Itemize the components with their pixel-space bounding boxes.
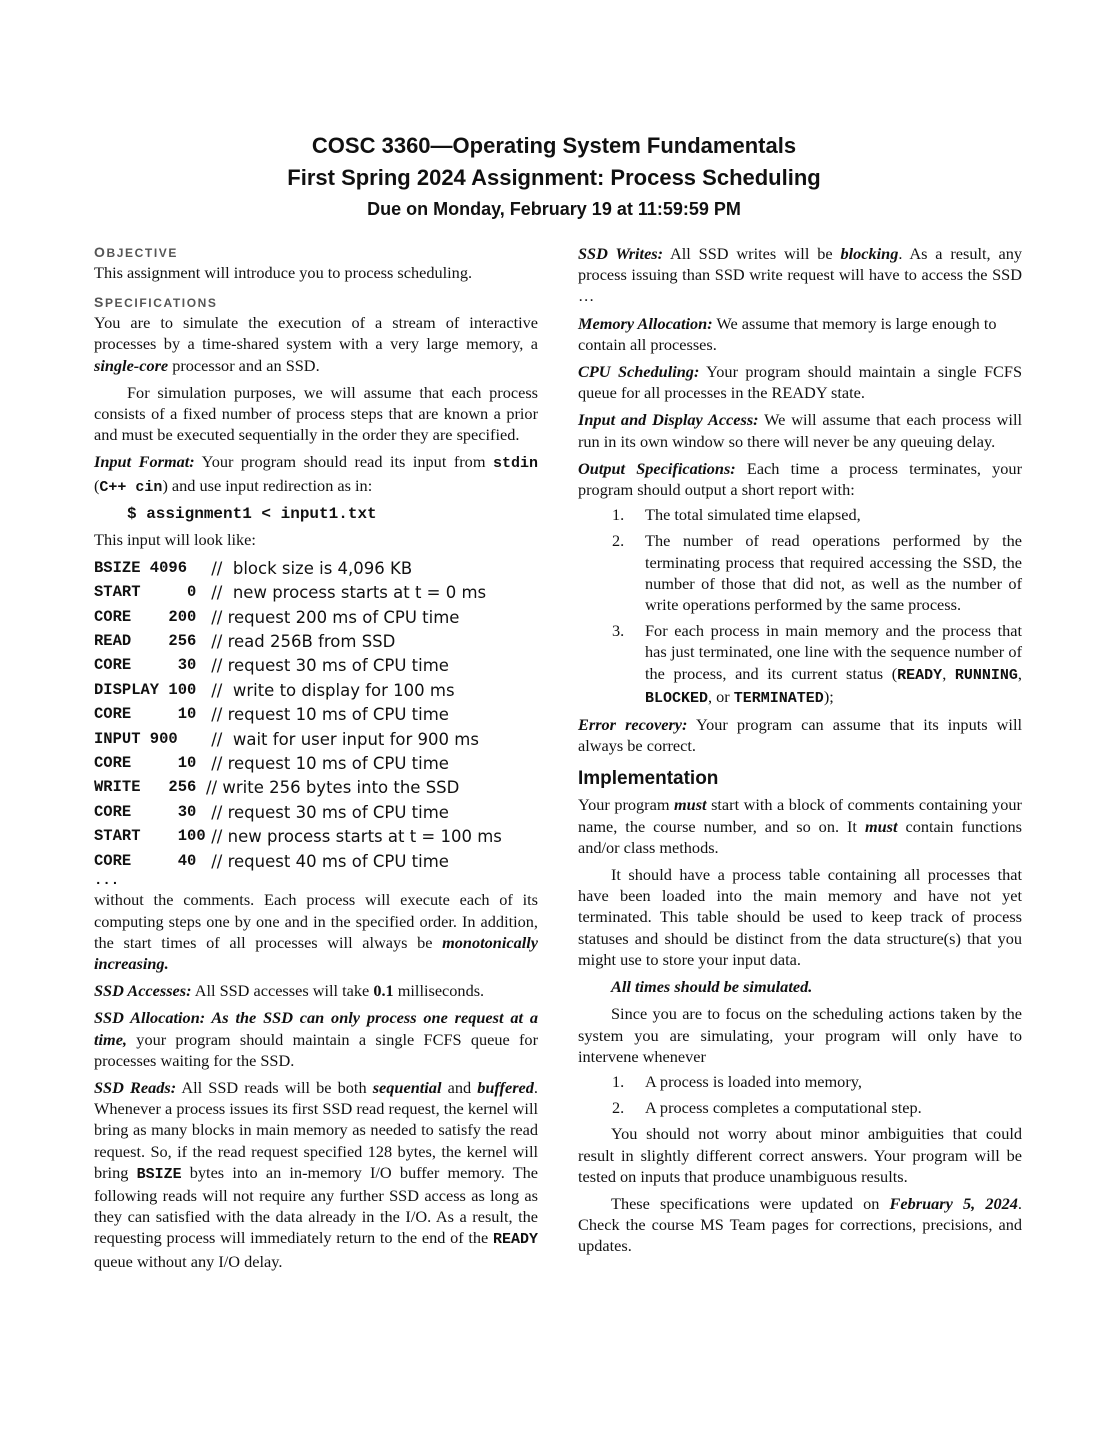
code-line (94, 751, 538, 775)
code-command: START 100 (94, 827, 206, 846)
code-line (94, 654, 538, 678)
objective-heading (94, 243, 538, 262)
code-comment: // request 10 ms of CPU time (206, 705, 449, 725)
code-command: CORE 30 (94, 656, 197, 675)
list-number: 1. (612, 505, 625, 525)
status-running: RUNNING (954, 666, 1018, 684)
ssd-reads-em-sequential: sequential (372, 1077, 442, 1097)
implementation-heading: Implementation (578, 768, 719, 790)
output-spec-paragraph (578, 458, 1022, 500)
ssd-allocation-label: SSD Allocation: As the SSD can only process one request at a time, (94, 1008, 538, 1049)
memory-allocation-paragraph (578, 313, 1022, 355)
ssd-reads-text-a: All SSD reads will be both (176, 1077, 373, 1097)
status-ready: READY (897, 666, 943, 684)
code-command: WRITE 256 (94, 778, 197, 797)
code-command: CORE 30 (94, 802, 197, 821)
impl-p1-c: contain functions and/or class methods. (578, 816, 1022, 857)
ssd-reads-text-e: queue without any I/O delay. (94, 1251, 283, 1271)
course-title: COSC 3360—Operating System Fundamentals (311, 133, 797, 158)
input-format-label: Input Format: (94, 452, 195, 472)
input-format-paragraph (94, 451, 538, 497)
stdin-code: stdin (492, 455, 538, 473)
code-line (94, 849, 538, 873)
cpu-scheduling-text: Your program should maintain a single FCFS queue for all processes in the READY state. (578, 362, 1022, 403)
due-date: Due on Monday, February 19 at 11:59:59 PM (367, 199, 741, 219)
ssd-writes-em: blocking (840, 244, 899, 263)
code-command: CORE 40 (94, 851, 197, 870)
list-text: For each process in main memory and the process that has just terminated, one line with the sequence number of the process, and its current status ( (645, 621, 1022, 683)
code-comment: // write to display for 100 ms (206, 680, 455, 700)
spec-p1-a: You are to simulate the execution of a stream of interactive processes by a time-shared system with a very large memory, a (94, 313, 538, 354)
ssd-reads-label: SSD Reads: (94, 1077, 177, 1097)
list-text: A process completes a computational step. (645, 1098, 922, 1118)
code-line (94, 605, 538, 629)
update-date: February 5, 2024 (889, 1193, 1018, 1213)
left-column (94, 243, 538, 1272)
document-header (0, 130, 1108, 224)
code-command: CORE 200 (94, 607, 197, 626)
ssd-reads-text-c: . Whenever a process issues its first SSD read request, the kernel will bring as many blocks in main memory as needed to satisfy the read request. So, if the read request specified 128 bytes, the kernel will bring (94, 1077, 538, 1182)
list-item: 3. For each process in main memory and the process that has just terminated, one line with the sequence number of the process, and its current status (READY, RUNNING, BLOCKED, or TERMINATED); (612, 621, 1022, 707)
ssd-accesses-label: SSD Accesses: (94, 981, 192, 1001)
code-command: READ 256 (94, 632, 197, 650)
implementation-paragraph-2: It should have a process table containing all processes that have been loaded into the main memory and have not yet terminated. This table should be used to keep track of process statuses and should be distinct from the data structure(s) that you might use to store your input data. (578, 865, 1022, 969)
code-comment: // new process starts at t = 100 ms (206, 827, 502, 847)
code-line (94, 776, 538, 800)
list-text: The number of read operations performed by the terminating process that required accessing the SSD, the number of those that did not, as well as the number of write operations performed by the same process. (645, 531, 1022, 615)
specifications-heading-initial: S (94, 294, 105, 311)
input-format-text-a: Your program should read its input from (194, 452, 493, 472)
input-after-paragraph (94, 889, 538, 974)
code-line (94, 800, 538, 824)
code-comment: // new process starts at t = 0 ms (206, 583, 487, 603)
ssd-accesses-value: 0.1 (373, 981, 394, 1001)
ssd-writes-label: SSD Writes: (578, 244, 664, 263)
ssd-reads-paragraph (94, 1077, 538, 1272)
status-end: ); (823, 686, 834, 706)
list-number: 2. (612, 531, 625, 551)
impl-p1-b: start with a block of comments containing your name, the course number, and so on. It (578, 795, 1022, 836)
objective-heading-initial: O (94, 244, 107, 260)
impl-p6-a: These specifications were updated on (611, 1193, 890, 1213)
output-spec-list (578, 504, 1022, 709)
code-command: INPUT 900 (94, 729, 178, 748)
ssd-writes-text-b: . As a result, any process issuing than SSD write request will have to access the SSD … (578, 244, 1022, 306)
specifications-paragraph-2: For simulation purposes, we will assume that each process consists of a fixed number of process steps that are known a prior and must be executed sequentially in the order they are specified. (94, 382, 538, 445)
memory-allocation-text: We assume that memory is large enough to contain all processes. (578, 313, 997, 354)
code-comment: // block size is 4,096 KB (206, 558, 413, 578)
implementation-paragraph-5: You should not worry about minor ambiguities that could result in slightly different correct answers. Your program will be tested on inputs that produce unambiguous results. (578, 1124, 1022, 1186)
status-or: , or (708, 686, 734, 706)
implementation-list (578, 1071, 1022, 1118)
input-display-text: We will assume that each process will run in its own window so there will never be any queuing delay. (578, 410, 1022, 451)
spec-p1-em: single-core (94, 355, 169, 375)
ssd-writes-paragraph (578, 243, 1022, 307)
objective-heading-rest: BJECTIVE (106, 246, 178, 260)
input-after-em: monotonically increasing. (94, 932, 538, 973)
ssd-accesses-text-a: All SSD accesses will take (191, 981, 374, 1001)
code-comment: // read 256B from SSD (206, 632, 396, 651)
implementation-paragraph-4: Since you are to focus on the scheduling actions taken by the system you are simulating, your program will only have to intervene whenever (578, 1004, 1022, 1066)
specifications-heading-rest: PECIFICATIONS (104, 296, 218, 311)
input-after-text: without the comments. Each process will execute each of its computing steps one by one and in the specified order. In addition, the start times of all processes will always be (94, 890, 538, 952)
code-command: CORE 10 (94, 753, 197, 772)
ssd-allocation-text: your program should maintain a single FCFS queue for processes waiting for the SSD. (94, 1029, 538, 1070)
list-text: The total simulated time elapsed, (645, 505, 861, 525)
ssd-reads-em-buffered: buffered (477, 1077, 534, 1097)
impl-must-1: must (673, 795, 707, 815)
bsize-code: BSIZE (136, 1165, 182, 1183)
code-comment: // wait for user input for 900 ms (206, 729, 479, 749)
cpu-scheduling-paragraph (578, 361, 1022, 403)
spec-p1-b: processor and an SSD. (168, 355, 320, 375)
list-item (578, 1097, 1022, 1118)
status-terminated: TERMINATED (733, 689, 824, 707)
implementation-paragraph-6 (578, 1193, 1022, 1257)
code-comment: // write 256 bytes into the SSD (206, 778, 460, 798)
list-item (578, 504, 1022, 525)
code-comment: // request 200 ms of CPU time (206, 607, 460, 627)
input-format-text-c: ) and use input redirection as in: (162, 475, 373, 495)
error-recovery-label: Error recovery: (578, 715, 688, 735)
code-line (94, 556, 538, 580)
ready-code: READY (492, 1231, 538, 1249)
impl-p6-b: . Check the course MS Team pages for corrections, precisions, and updates. (578, 1193, 1022, 1256)
ssd-allocation-paragraph (94, 1007, 538, 1071)
code-line (94, 581, 538, 605)
right-column (578, 243, 1022, 1257)
list-number: 3. (612, 621, 625, 641)
objective-text: This assignment will introduce you to process scheduling. (94, 263, 473, 282)
code-command: BSIZE 4096 (94, 558, 188, 577)
input-format-text-b: ( (94, 475, 100, 495)
code-line (94, 629, 538, 653)
status-blocked: BLOCKED (645, 689, 709, 707)
cin-code: C++ cin (99, 478, 163, 496)
input-display-paragraph (578, 409, 1022, 451)
specifications-heading (94, 293, 538, 312)
command-line-example: $ assignment1 < input1.txt (127, 504, 377, 523)
code-comment: // request 30 ms of CPU time (206, 802, 449, 822)
specifications-paragraph-1 (94, 312, 538, 376)
ssd-accesses-paragraph (94, 980, 538, 1001)
ssd-writes-text-a: All SSD writes will be (663, 244, 841, 263)
cpu-scheduling-label: CPU Scheduling: (578, 362, 700, 382)
error-recovery-paragraph (578, 714, 1022, 756)
error-recovery-text: Your program can assume that its inputs will always be correct. (578, 715, 1022, 756)
output-spec-text: Each time a process terminates, your program should output a short report with: (578, 458, 1022, 500)
code-command: DISPLAY 100 (94, 680, 197, 699)
code-line (94, 678, 538, 702)
list-text: A process is loaded into memory, (645, 1071, 862, 1091)
code-ellipsis: ... (94, 873, 120, 890)
list-item (578, 530, 1022, 615)
output-spec-label: Output Specifications: (578, 458, 736, 478)
ssd-accesses-text-b: milliseconds. (393, 981, 485, 1001)
impl-p1-a: Your program (578, 795, 674, 815)
list-item (578, 1071, 1022, 1092)
code-comment: // request 40 ms of CPU time (206, 851, 449, 871)
code-comment: // request 30 ms of CPU time (206, 656, 449, 676)
memory-allocation-label: Memory Allocation: (578, 313, 713, 333)
assignment-title: First Spring 2024 Assignment: Process Scheduling (287, 165, 821, 190)
code-command: START 0 (94, 583, 197, 602)
implementation-paragraph-1 (578, 794, 1022, 858)
list-number: 2. (612, 1098, 625, 1118)
code-line (94, 825, 538, 849)
code-comment: // request 10 ms of CPU time (206, 753, 449, 773)
input-example-block (94, 556, 538, 889)
list-number: 1. (612, 1071, 625, 1091)
input-display-label: Input and Display Access: (578, 410, 759, 430)
code-command: CORE 10 (94, 705, 197, 724)
ssd-reads-text-d: bytes into an in-memory I/O buffer memory. The following reads will not require any further SSD access as long as they can satisfied with the data already in the I/O. As a result, the requesting process will immediately return to the end of the (94, 1162, 538, 1248)
input-intro: This input will look like: (94, 530, 256, 550)
code-line (94, 703, 538, 727)
impl-must-2: must (864, 816, 898, 836)
implementation-paragraph-3: All times should be simulated. (611, 977, 813, 997)
ssd-reads-text-b: and (441, 1077, 478, 1097)
code-line (94, 727, 538, 751)
